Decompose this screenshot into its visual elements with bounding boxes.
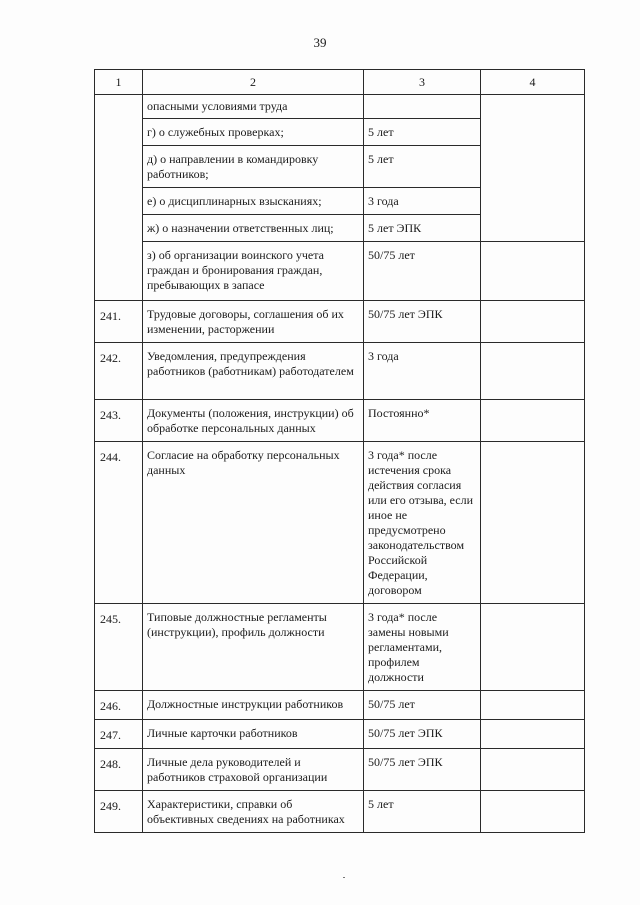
row-term-cell: 3 года* после истечения срока действия согласия или его отзыва, если иное не предусмотрено законодательством Российской Федерации, договором	[364, 442, 481, 604]
row-term-cell: 5 лет	[364, 119, 481, 146]
row-term-cell: 5 лет ЭПК	[364, 215, 481, 242]
table-row	[95, 95, 585, 119]
row-term-cell: 5 лет	[364, 146, 481, 188]
row-term-cell: 50/75 лет ЭПК	[364, 749, 481, 791]
table-row	[95, 791, 585, 833]
row-number-cell	[95, 95, 143, 301]
row-term-cell: Постоянно*	[364, 400, 481, 442]
row-term-cell: 3 года	[364, 188, 481, 215]
table-row	[95, 604, 585, 691]
row-number: 245.	[95, 604, 143, 691]
row-number: 242.	[95, 343, 143, 400]
records-table	[94, 69, 585, 833]
row-title-cell: Личные карточки работников	[143, 720, 364, 749]
page-number: 39	[313, 35, 327, 50]
row-term-cell: 3 года* после замены новыми регламентами, профилем должности	[364, 604, 481, 691]
row-title-cell: опасными условиями труда	[143, 95, 364, 119]
table-row	[95, 749, 585, 791]
row-title-cell: Должностные инструкции работников	[143, 691, 364, 720]
row-title-cell: Личные дела руководителей и работников страховой организации	[143, 749, 364, 791]
table-row	[95, 343, 585, 400]
row-number: 248.	[95, 749, 143, 791]
row-term-cell: 3 года	[364, 343, 481, 400]
row-notes-cell	[481, 791, 585, 833]
row-notes-cell	[481, 95, 585, 242]
header-col-2: 2	[143, 70, 364, 95]
header-col-3: 3	[364, 70, 481, 95]
row-title-cell: Уведомления, предупреждения работников (работникам) работодателем	[143, 343, 364, 400]
row-notes-cell	[481, 604, 585, 691]
row-notes-cell	[481, 301, 585, 343]
table-row	[95, 242, 585, 301]
row-notes-cell	[481, 691, 585, 720]
row-title-cell: Согласие на обработку персональных данных	[143, 442, 364, 604]
row-title-cell: д) о направлении в командировку работников;	[143, 146, 364, 188]
row-term-cell: 5 лет	[364, 791, 481, 833]
table-header-row	[95, 70, 585, 95]
row-notes-cell	[481, 343, 585, 400]
row-notes-cell	[481, 400, 585, 442]
row-number: 243.	[95, 400, 143, 442]
table-row	[95, 400, 585, 442]
row-number: 241.	[95, 301, 143, 343]
row-title-cell: е) о дисциплинарных взысканиях;	[143, 188, 364, 215]
scan-speck	[343, 877, 345, 878]
row-title-cell: Типовые должностные регламенты (инструкции), профиль должности	[143, 604, 364, 691]
row-term-cell	[364, 95, 481, 119]
table-row	[95, 720, 585, 749]
row-title-cell: ж) о назначении ответственных лиц;	[143, 215, 364, 242]
row-title-cell: Трудовые договоры, соглашения об их изменении, расторжении	[143, 301, 364, 343]
table-row	[95, 442, 585, 604]
table-row	[95, 691, 585, 720]
row-number: 247.	[95, 720, 143, 749]
row-number: 249.	[95, 791, 143, 833]
row-term-cell: 50/75 лет ЭПК	[364, 301, 481, 343]
row-notes-cell	[481, 242, 585, 301]
header-col-4: 4	[481, 70, 585, 95]
row-title-cell: г) о служебных проверках;	[143, 119, 364, 146]
table-row	[95, 301, 585, 343]
row-notes-cell	[481, 442, 585, 604]
row-term-cell: 50/75 лет	[364, 242, 481, 301]
row-term-cell: 50/75 лет ЭПК	[364, 720, 481, 749]
row-title-cell: Характеристики, справки об объективных сведениях на работниках	[143, 791, 364, 833]
row-title-cell: Документы (положения, инструкции) об обработке персональных данных	[143, 400, 364, 442]
row-notes-cell	[481, 749, 585, 791]
row-title-cell: з) об организации воинского учета граждан и бронирования граждан, пребывающих в запасе	[143, 242, 364, 301]
row-term-cell: 50/75 лет	[364, 691, 481, 720]
row-notes-cell	[481, 720, 585, 749]
row-number: 244.	[95, 442, 143, 604]
row-number: 246.	[95, 691, 143, 720]
header-col-1: 1	[95, 70, 143, 95]
